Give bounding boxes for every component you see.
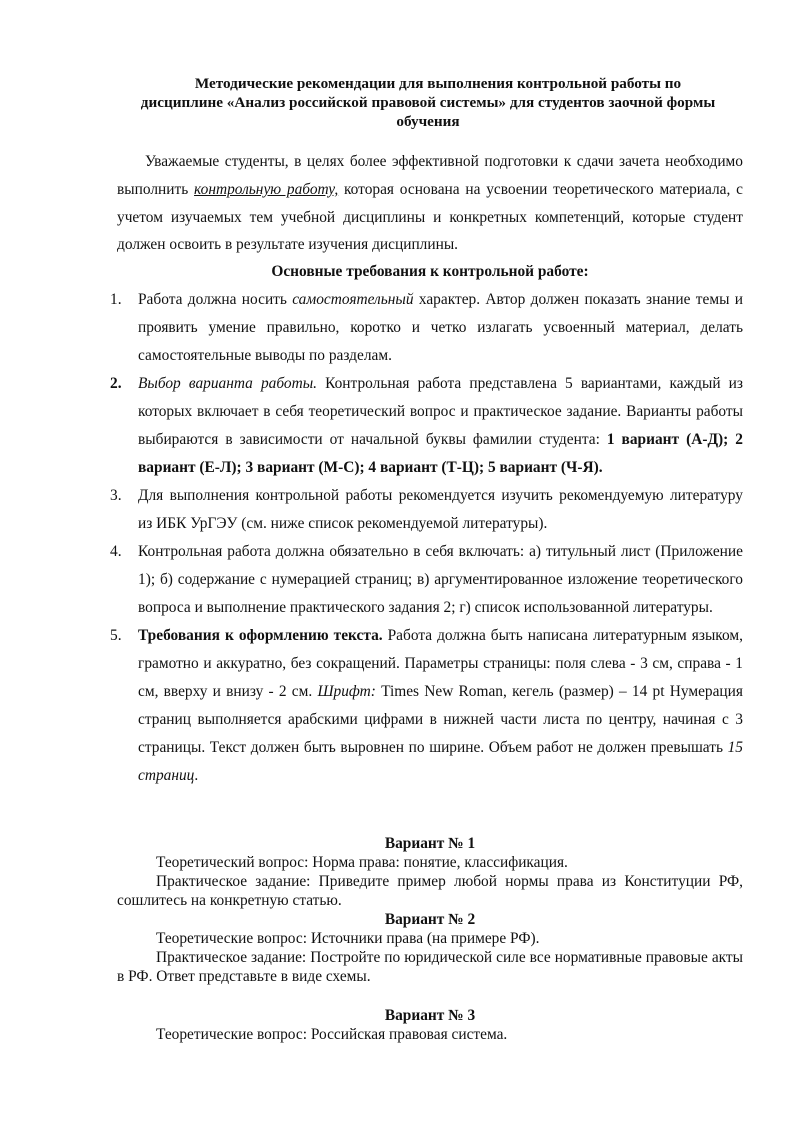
requirement-item-4	[110, 538, 743, 622]
variant-heading: Вариант № 3	[384, 1007, 476, 1024]
title-line-2: дисциплине «Анализ российской правовой системы» для студентов заочной формы	[140, 94, 716, 111]
variant-theory: Теоретические вопрос: Российская правовая система.	[156, 1026, 508, 1043]
requirement-text: Контрольная работа должна обязательно в себя включать: а) титульный лист (Приложение 1); б) содержание с нумерацией страниц; в) аргументированное изложение теоретического вопроса и выполнение практического задания 2; г) список использованной литературы.	[138, 543, 743, 616]
requirement-italic: Шрифт:	[317, 683, 376, 700]
requirement-number: 1.	[110, 291, 122, 308]
variant-block-2	[117, 910, 743, 986]
requirement-text: Работа должна быть написана литературным языком, грамотно и аккуратно, без сокращений. Параметры страницы: поля слева - 3 см, справа - 1 см, вверху и внизу - 2 см.	[138, 627, 743, 700]
intro-text-before: Уважаемые студенты, в целях более эффективной подготовки к сдачи зачета необходимо выполнить	[117, 153, 743, 198]
intro-text-after: которая основана на усвоении теоретического материала, с учетом изучаемых тем учебной дисциплины и конкретных компетенций, которые студент должен освоить в результате изучения дисциплины.	[117, 180, 743, 254]
requirements-list	[110, 286, 743, 790]
document-title	[118, 74, 738, 131]
requirement-item-5	[110, 622, 743, 790]
variant-theory: Теоретический вопрос: Норма права: понятие, классификация.	[156, 854, 568, 871]
spacer	[117, 986, 743, 1006]
requirement-bold: 1 вариант (А-Д); 2 вариант (Е-Л); 3 вариант (М-С); 4 вариант (Т-Ц); 5 вариант (Ч-Я).	[138, 431, 743, 476]
requirement-bold: Требования к оформлению текста.	[138, 627, 383, 644]
requirement-text: Times New Roman, кегель (размер) – 14 pt Нумерация страниц выполняется арабскими цифрами в нижней части листа по центру, начиная с 3 страницы. Текст должен быть выровнен по ширине. Объем работ не должен превышать	[138, 683, 743, 756]
requirements-heading: Основные требования к контрольной работе:	[271, 263, 589, 280]
title-line-1: Методические рекомендации для выполнения контрольной работы по	[194, 75, 682, 92]
requirement-text: Для выполнения контрольной работы рекомендуется изучить рекомендуемую литературу из ИБК УрГЭУ (см. ниже список рекомендуемой литературы).	[138, 487, 743, 532]
variant-heading: Вариант № 2	[384, 911, 476, 928]
requirement-item-3	[110, 482, 743, 538]
requirement-text: характер. Автор должен показать знание темы и проявить умение правильно, коротко и четко излагать усвоенный материал, делать самостоятельные выводы по разделам.	[138, 291, 743, 364]
requirement-number: 4.	[110, 543, 122, 560]
variant-block-3	[117, 1006, 743, 1044]
requirement-number: 2.	[110, 375, 122, 392]
requirement-italic: 15 страниц	[138, 739, 743, 784]
variant-block-1	[117, 834, 743, 910]
requirement-italic: Выбор варианта работы.	[138, 375, 317, 392]
variant-heading: Вариант № 1	[384, 835, 476, 852]
variant-practice: Практическое задание: Постройте по юридической силе все нормативные правовые акты в РФ. Ответ представьте в виде схемы.	[117, 949, 743, 985]
requirement-text: .	[194, 767, 199, 784]
variants-section	[117, 834, 743, 1044]
requirement-text: Работа должна носить	[138, 291, 293, 308]
control-work-link[interactable]: контрольную работу,	[194, 180, 339, 198]
intro-paragraph	[117, 148, 743, 259]
requirement-text: Контрольная работа представлена 5 вариантами, каждый из которых включает в себя теоретический вопрос и практическое задание. Варианты работы выбираются в зависимости от начальной буквы фамилии студента:	[138, 375, 744, 448]
requirement-number: 3.	[110, 487, 122, 504]
requirement-number: 5.	[110, 627, 122, 644]
requirement-italic: самостоятельный	[292, 291, 414, 308]
title-line-3: обучения	[396, 113, 460, 130]
variant-theory: Теоретические вопрос: Источники права (на примере РФ).	[156, 930, 540, 947]
requirement-item-1	[110, 286, 743, 370]
requirement-item-2	[110, 370, 743, 482]
variant-practice: Практическое задание: Приведите пример любой нормы права из Конституции РФ, сошлитесь на конкретную статью.	[117, 873, 743, 909]
